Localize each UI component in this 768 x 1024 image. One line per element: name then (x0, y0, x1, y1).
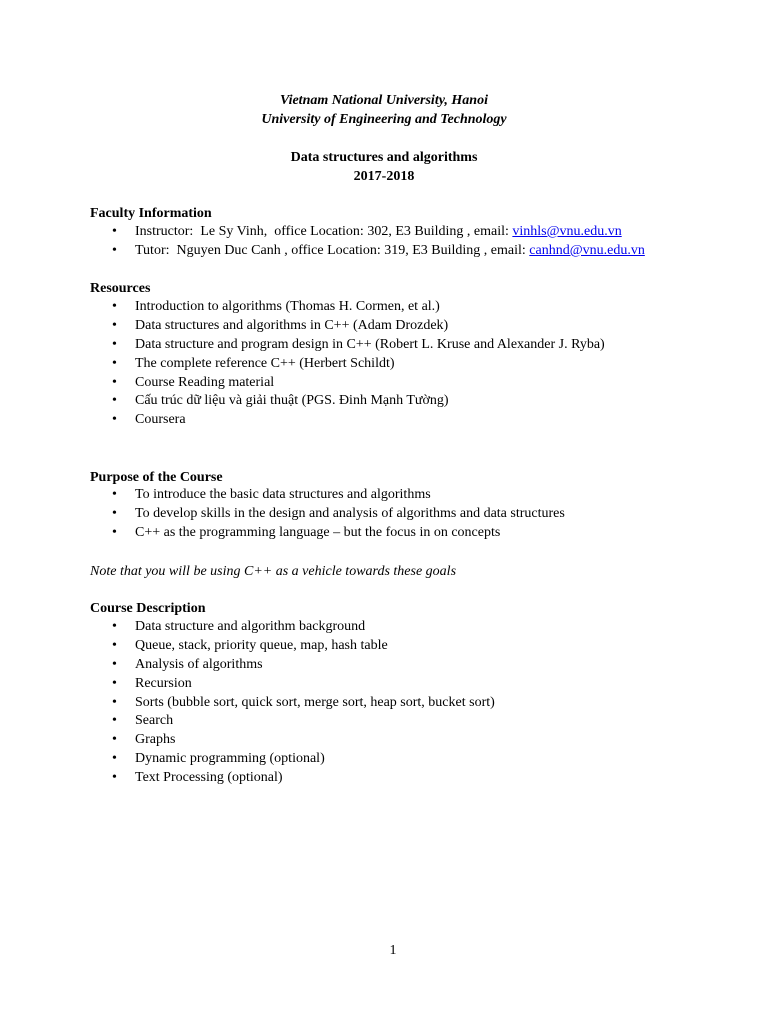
bullet-icon: • (112, 355, 117, 371)
list-item-text: Dynamic programming (optional) (135, 751, 325, 767)
list-item-text: Recursion (135, 675, 192, 691)
list-item-text: Data structures and algorithms in C++ (Adam Drozdek) (135, 317, 449, 333)
faculty-name: University of Engineering and Technology (261, 112, 507, 127)
list-item-text: Data structure and algorithm background (135, 619, 366, 634)
purpose-heading: Purpose of the Course (90, 470, 223, 485)
bullet-icon: • (112, 299, 117, 314)
academic-year: 2017-2018 (353, 169, 415, 184)
list-item-text: To introduce the basic data structures and algorithms (135, 487, 431, 502)
bullet-icon: • (112, 637, 117, 653)
list-item-text: Text Processing (optional) (135, 770, 283, 786)
list-item-text: Cấu trúc dữ liệu và giải thuật (PGS. Đinh Mạnh Tường) (135, 393, 449, 409)
faculty-info-heading: Faculty Information (90, 206, 212, 221)
tutor-email-link[interactable]: canhnd@vnu.edu.vn (529, 242, 645, 258)
page-number: 1 (389, 943, 397, 958)
list-item-text: Search (135, 713, 174, 729)
bullet-icon: • (112, 732, 117, 748)
bullet-icon: • (112, 751, 117, 767)
list-item-text: To develop skills in the design and analysis of algorithms and data structures (135, 505, 565, 521)
bullet-icon: • (112, 656, 117, 672)
bullet-icon: • (112, 713, 117, 729)
purpose-note: Note that you will be using C++ as a vehicle towards these goals (90, 564, 457, 579)
list-item-text: Course Reading material (135, 374, 275, 390)
bullet-icon: • (112, 524, 117, 540)
list-item-text: Graphs (135, 732, 176, 748)
list-item-text: Data structure and program design in C++ (Robert L. Kruse and Alexander J. Ryba) (135, 336, 605, 352)
list-item-text: Sorts (bubble sort, quick sort, merge sort, heap sort, bucket sort) (135, 694, 495, 710)
list-item-text: The complete reference C++ (Herbert Schildt) (135, 355, 395, 371)
tutor-info: Tutor: Nguyen Duc Canh , office Location: 319, E3 Building , email: (135, 242, 530, 258)
instructor-email-link[interactable]: vinhls@vnu.edu.vn (512, 224, 622, 239)
bullet-icon: • (112, 770, 117, 786)
university-name: Vietnam National University, Hanoi (280, 93, 488, 108)
bullet-icon: • (112, 393, 117, 409)
bullet-icon: • (112, 336, 117, 352)
bullet-icon: • (112, 317, 117, 333)
bullet-icon: • (112, 412, 117, 428)
list-item-text: Coursera (135, 412, 186, 428)
bullet-icon: • (112, 242, 117, 258)
list-item-text: Analysis of algorithms (135, 656, 263, 672)
bullet-icon: • (112, 224, 117, 239)
instructor-info: Instructor: Le Sy Vinh, office Location: 302, E3 Building , email: (135, 224, 513, 239)
bullet-icon: • (112, 694, 117, 710)
course-title: Data structures and algorithms (290, 150, 478, 165)
bullet-icon: • (112, 487, 117, 502)
bullet-icon: • (112, 505, 117, 521)
bullet-icon: • (112, 374, 117, 390)
resources-heading: Resources (90, 281, 151, 296)
bullet-icon: • (112, 619, 117, 634)
description-heading: Course Description (90, 601, 206, 616)
list-item-text: Introduction to algorithms (Thomas H. Cormen, et al.) (135, 299, 440, 314)
list-item-text: Queue, stack, priority queue, map, hash table (135, 637, 388, 653)
list-item-text: C++ as the programming language – but the focus in on concepts (135, 524, 501, 540)
bullet-icon: • (112, 675, 117, 691)
